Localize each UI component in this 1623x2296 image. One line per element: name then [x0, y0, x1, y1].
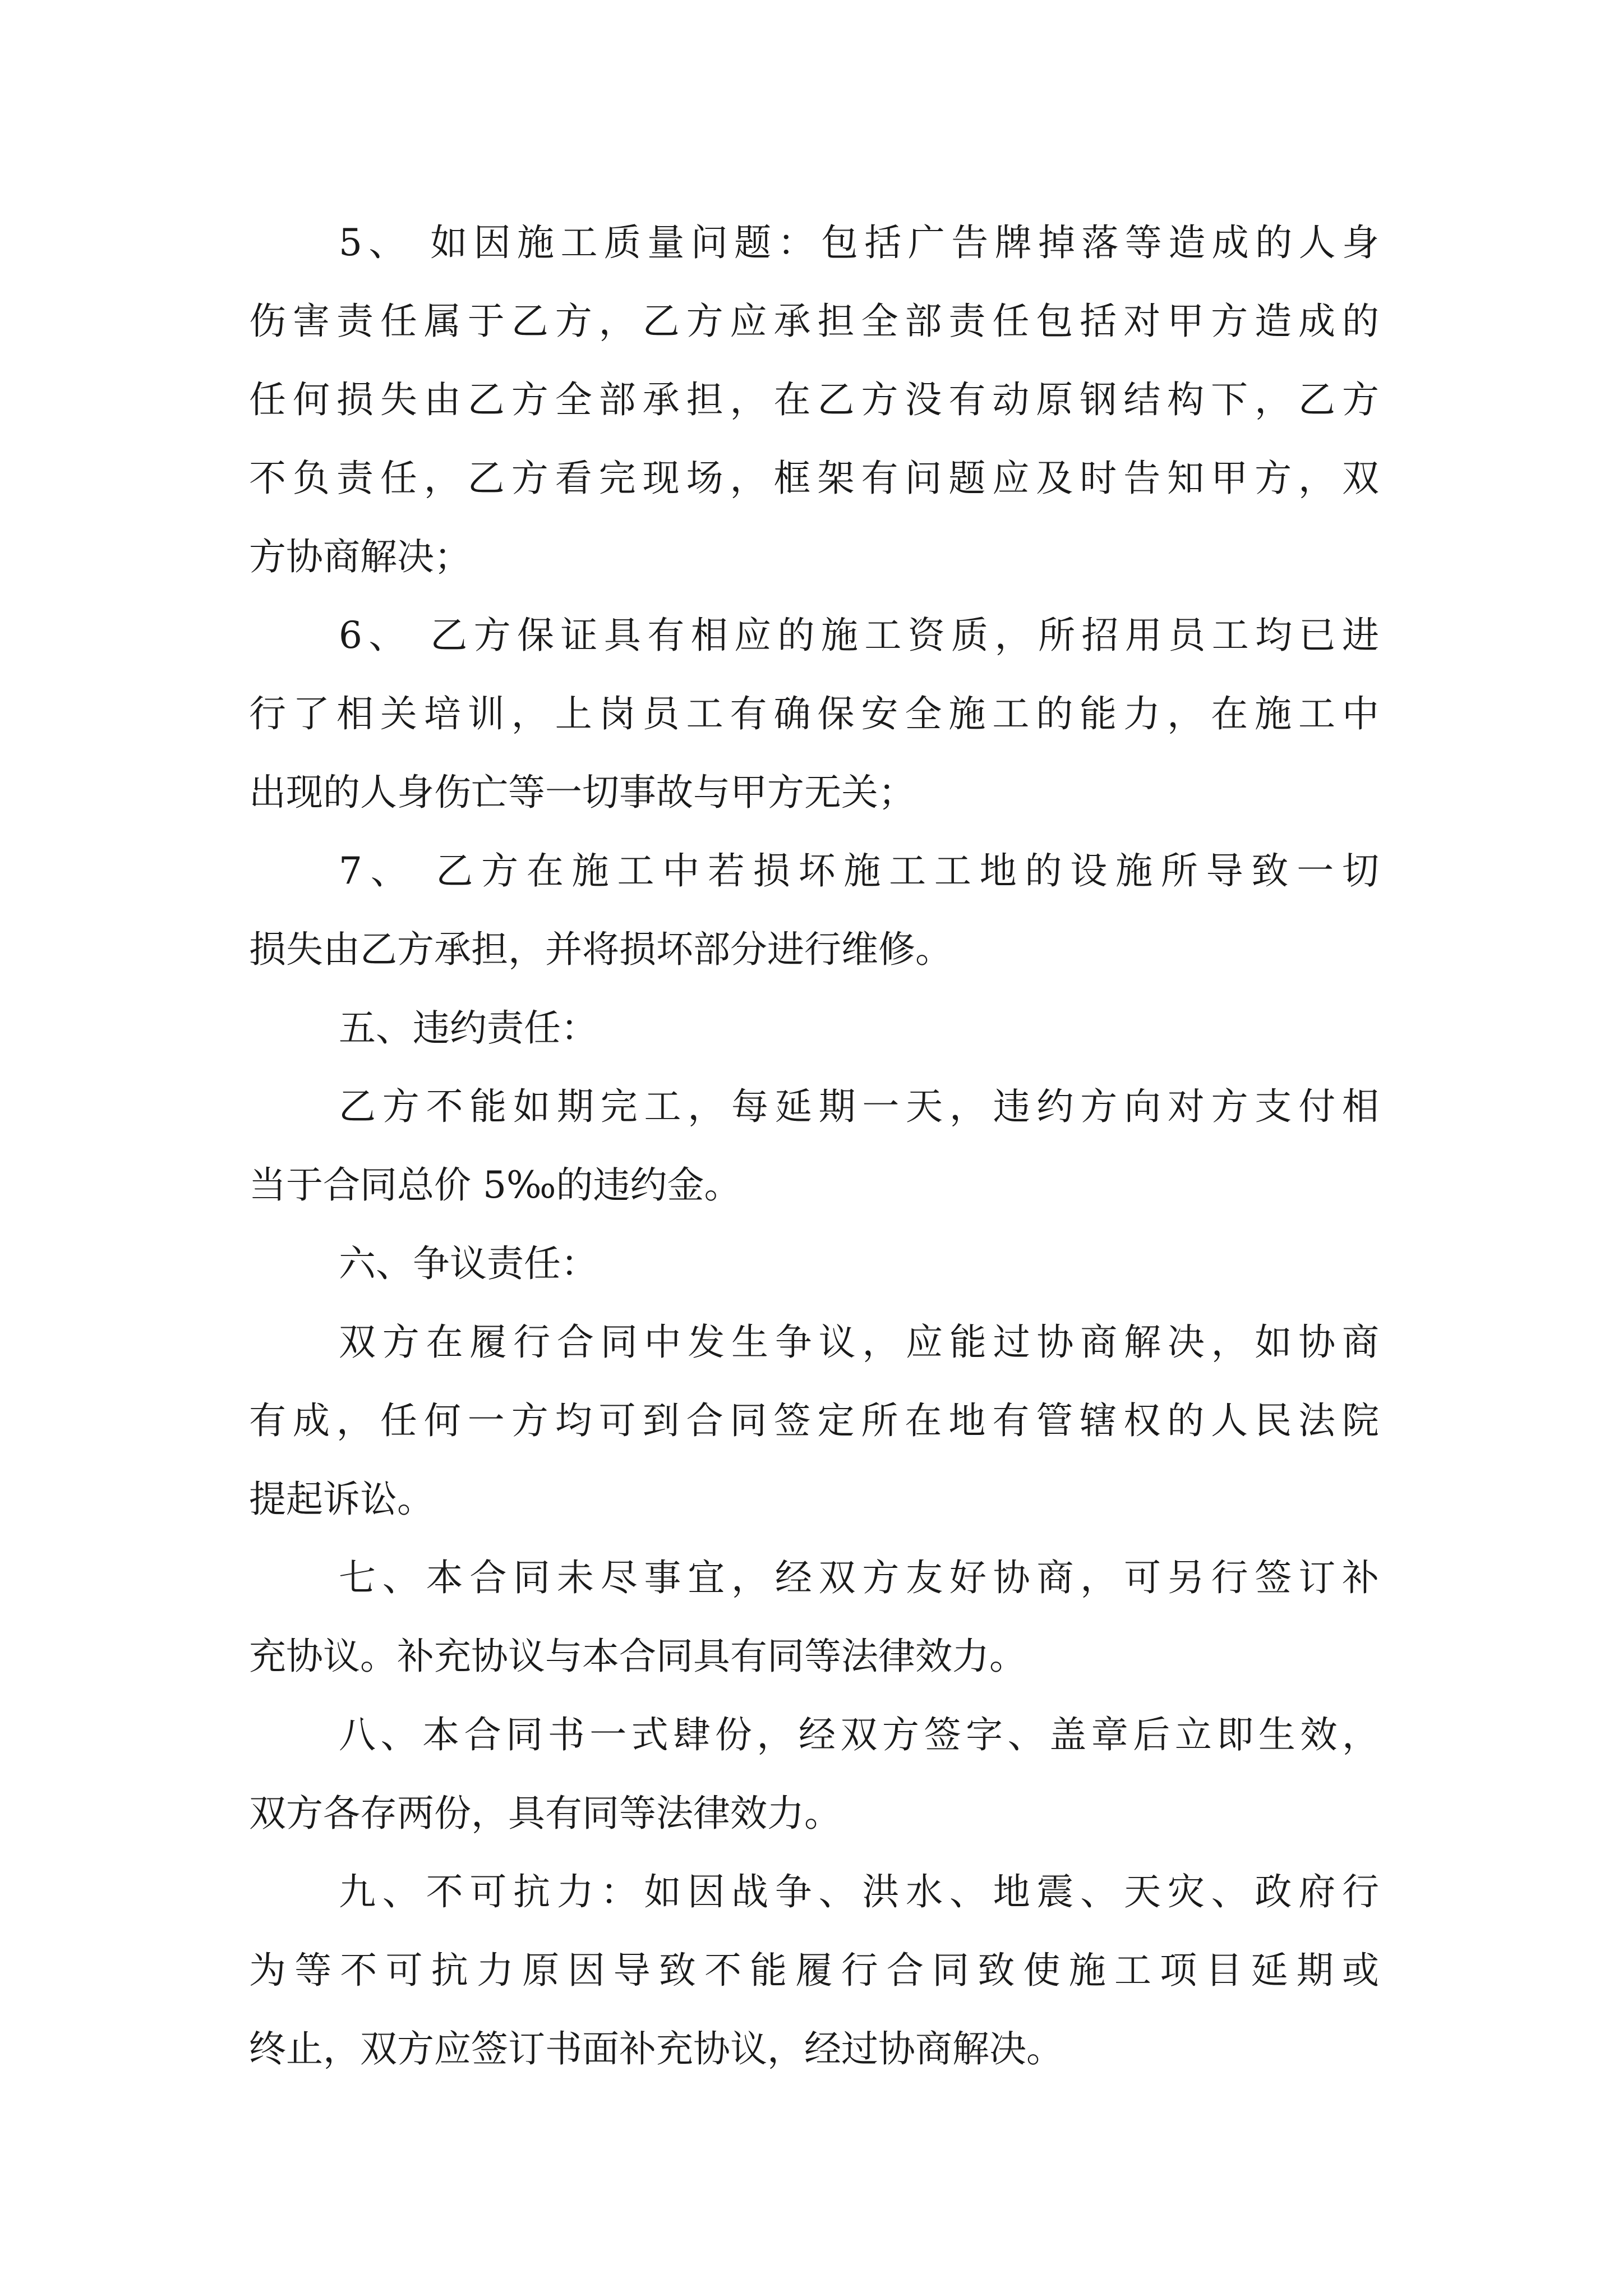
section-6-line-3: 提起诉讼。 [249, 1478, 434, 1521]
clause-5-line-5: 方协商解决； [249, 535, 471, 578]
section-6-heading: 六、争议责任： [339, 1242, 598, 1285]
clause-7-line-1: 7、 乙方在施工中若损坏施工工地的设施所导致一切 [339, 849, 1379, 892]
clause-6-line-3: 出现的人身伤亡等一切事故与甲方无关； [249, 771, 915, 814]
clause-5-line-3: 任何损失由乙方全部承担，在乙方没有动原钢结构下，乙方 [249, 378, 1379, 421]
section-8-line-2: 双方各存两份，具有同等法律效力。 [249, 1792, 841, 1835]
clause-5-line-1: 5、 如因施工质量问题：包括广告牌掉落等造成的人身 [339, 221, 1379, 264]
clause-6-line-2: 行了相关培训，上岗员工有确保安全施工的能力，在施工中 [249, 692, 1379, 735]
clause-7-line-2: 损失由乙方承担，并将损坏部分进行维修。 [249, 928, 952, 971]
section-6-line-2: 有成，任何一方均可到合同签定所在地有管辖权的人民法院 [249, 1399, 1379, 1442]
clause-6-line-1: 6、 乙方保证具有相应的施工资质，所招用员工均已进 [339, 614, 1379, 657]
section-5-heading: 五、违约责任： [339, 1006, 598, 1050]
section-9-line-1: 九、不可抗力：如因战争、洪水、地震、天灾、政府行 [339, 1870, 1379, 1913]
section-7-line-1: 七、本合同未尽事宜，经双方友好协商，可另行签订补 [339, 1556, 1379, 1599]
section-9-line-2: 为等不可抗力原因导致不能履行合同致使施工项目延期或 [249, 1949, 1379, 1992]
section-5-line-1: 乙方不能如期完工，每延期一天，违约方向对方支付相 [339, 1085, 1379, 1128]
section-7-line-2: 充协议。补充协议与本合同具有同等法律效力。 [249, 1635, 1026, 1678]
section-9-line-3: 终止，双方应签订书面补充协议，经过协商解决。 [249, 2027, 1063, 2070]
clause-5-line-4: 不负责任，乙方看完现场，框架有问题应及时告知甲方，双 [249, 457, 1379, 500]
clause-5-line-2: 伤害责任属于乙方，乙方应承担全部责任包括对甲方造成的 [249, 300, 1379, 343]
section-6-line-1: 双方在履行合同中发生争议，应能过协商解决，如协商 [339, 1320, 1379, 1364]
section-5-line-2: 当于合同总价 5‰的违约金。 [249, 1163, 741, 1207]
section-8-line-1: 八、本合同书一式肆份，经双方签字、盖章后立即生效， [339, 1713, 1379, 1756]
